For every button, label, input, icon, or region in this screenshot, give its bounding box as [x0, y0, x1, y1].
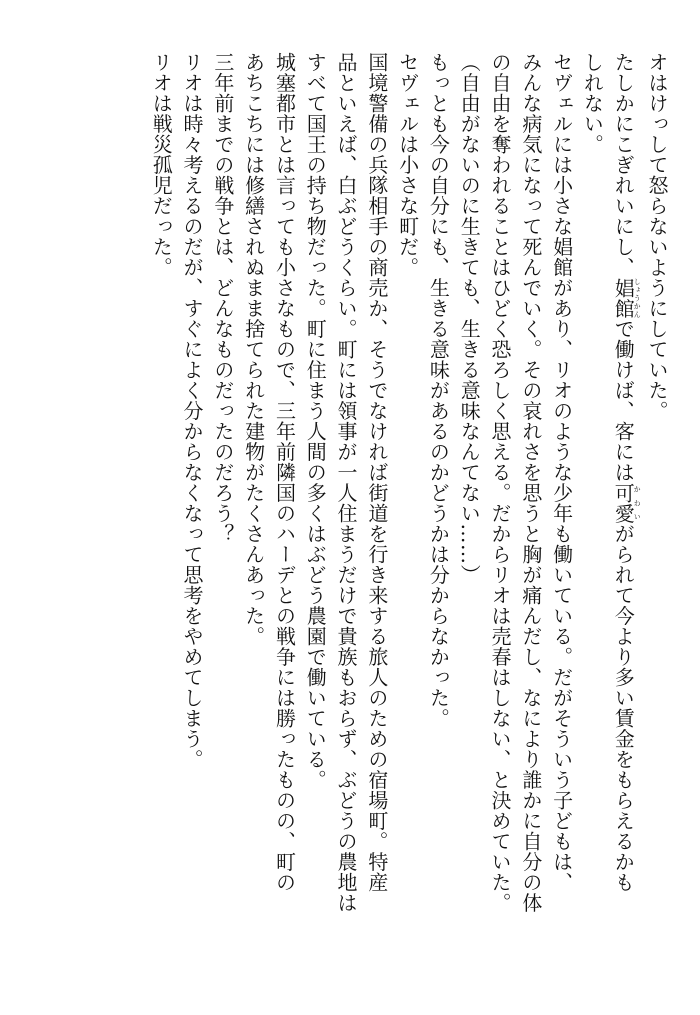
text-segment: たしかにこぎれいにし、	[611, 52, 636, 278]
text-line: セヴェルは小さな町だ。	[395, 52, 420, 278]
text-line: の自由を奪われることはひどく恐ろしく思える。だからリオは売春はしない、と決めていた。	[488, 52, 513, 913]
text-line: オはけっして怒らないようにしていた。	[645, 52, 669, 421]
text-line-with-ruby	[607, 52, 641, 982]
text-line: （自由がないのに生きても、生きる意味なんてない……）	[457, 52, 482, 585]
text-line: 三年前までの戦争とは、どんなものだったのだろう？	[210, 52, 235, 544]
ruby-shokan: 娼館しょうかん	[611, 277, 642, 319]
text-line: あちこちには修繕されぬまま捨てられた建物がたくさんあった。	[241, 52, 266, 647]
text-line: リオは戦災孤児だった。	[149, 52, 174, 278]
vertical-text-body	[145, 52, 672, 982]
ruby-kawai: 可愛かわい	[611, 482, 642, 524]
text-line: 国境警備の兵隊相手の商売か、そうでなければ街道を行き来する旅人のための宿場町。特産	[364, 52, 389, 893]
text-line: みんな病気になって死んでいく。その哀れさを思うと胸が痛んだし、なにより誰かに自分の体	[518, 52, 543, 913]
text-line: 品といえば、白ぶどうくらい。町には領事が一人住まうだけで貴族もおらず、ぶどうの農地は	[334, 52, 359, 913]
text-line: もっとも今の自分にも、生きる意味があるのかどうかは分からなかった。	[426, 52, 451, 729]
text-segment: がられて今より多い賃金をもらえるかも	[611, 523, 636, 893]
text-line: 城塞都市とは言っても小さなもので、三年前隣国のハーデとの戦争には勝ったものの、町の	[272, 52, 297, 893]
text-line: リオは時々考えるのだが、すぐによく分からなくなって思考をやめてしまう。	[180, 52, 205, 770]
text-line: セヴェルには小さな娼館があり、リオのような少年も働いている。だがそういう子どもは、	[549, 52, 574, 893]
text-line: しれない。	[580, 52, 605, 155]
text-segment: で働けば、客には	[611, 318, 636, 483]
text-line: すべて国王の持ち物だった。町に住まう人間の多くはぶどう農園で働いている。	[303, 52, 328, 790]
